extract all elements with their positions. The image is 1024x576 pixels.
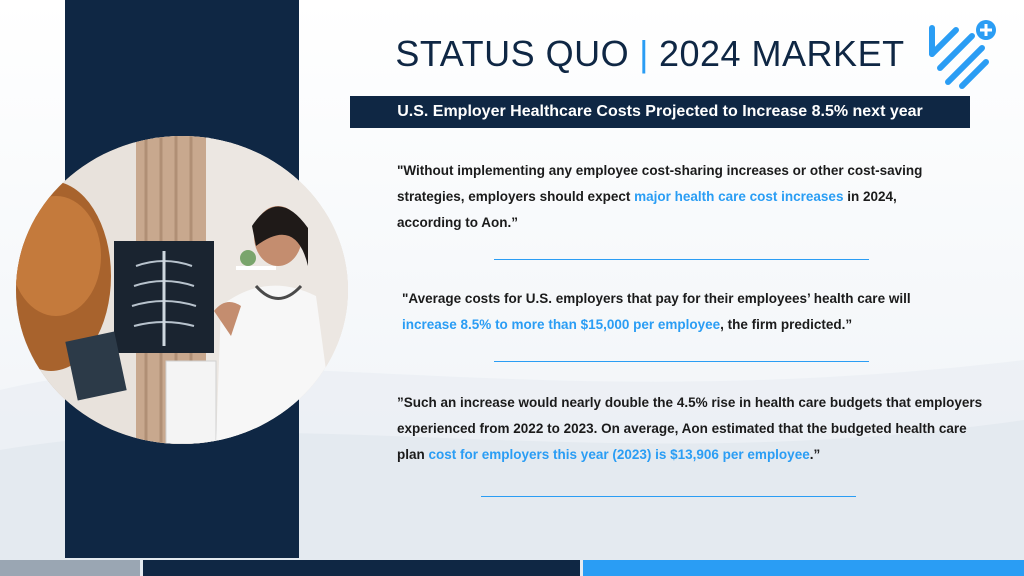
doctor-xray-illustration bbox=[16, 136, 348, 444]
quote-text: , the firm predicted.” bbox=[720, 317, 853, 332]
subtitle-banner bbox=[350, 96, 970, 128]
divider-line bbox=[481, 496, 856, 497]
quote-aon-cost-increases bbox=[397, 158, 957, 236]
title-separator: | bbox=[639, 33, 649, 74]
quote-budget-comparison bbox=[397, 390, 997, 468]
footer-bar-blue bbox=[583, 560, 1024, 576]
subtitle-text: U.S. Employer Healthcare Costs Projected to Increase 8.5% next year bbox=[397, 103, 923, 120]
quote-text: .” bbox=[809, 447, 821, 462]
footer-bar-navy bbox=[143, 560, 580, 576]
diagonal-stripes-cross-logo bbox=[926, 18, 1000, 92]
title-market-year: 2024 MARKET bbox=[658, 33, 905, 74]
quote-highlight: major health care cost increases bbox=[634, 189, 844, 204]
quote-average-costs bbox=[402, 286, 962, 338]
footer-bar-gray bbox=[0, 560, 140, 576]
quote-highlight: cost for employers this year (2023) is $13,906 per employee bbox=[428, 447, 810, 462]
quote-text: in 2024, according to Aon.” bbox=[397, 189, 897, 230]
title-status-quo: STATUS QUO bbox=[395, 33, 630, 74]
quote-text: ”Such an increase would nearly double the 4.5% rise in health care budgets that employers experienced from 2022 to 2023. On average, Aon estimated that the budgeted health care plan bbox=[397, 395, 983, 462]
quote-highlight: increase 8.5% to more than $15,000 per employee bbox=[402, 317, 721, 332]
divider-line bbox=[494, 259, 869, 260]
quote-text: "Average costs for U.S. employers that pay for their employees’ health care will bbox=[402, 291, 911, 306]
slide-title bbox=[380, 30, 920, 78]
divider-line bbox=[494, 361, 869, 362]
doctor-xray-photo bbox=[16, 136, 348, 444]
quote-text: "Without implementing any employee cost-sharing increases or other cost-saving strategies, employers should expect bbox=[397, 163, 923, 204]
